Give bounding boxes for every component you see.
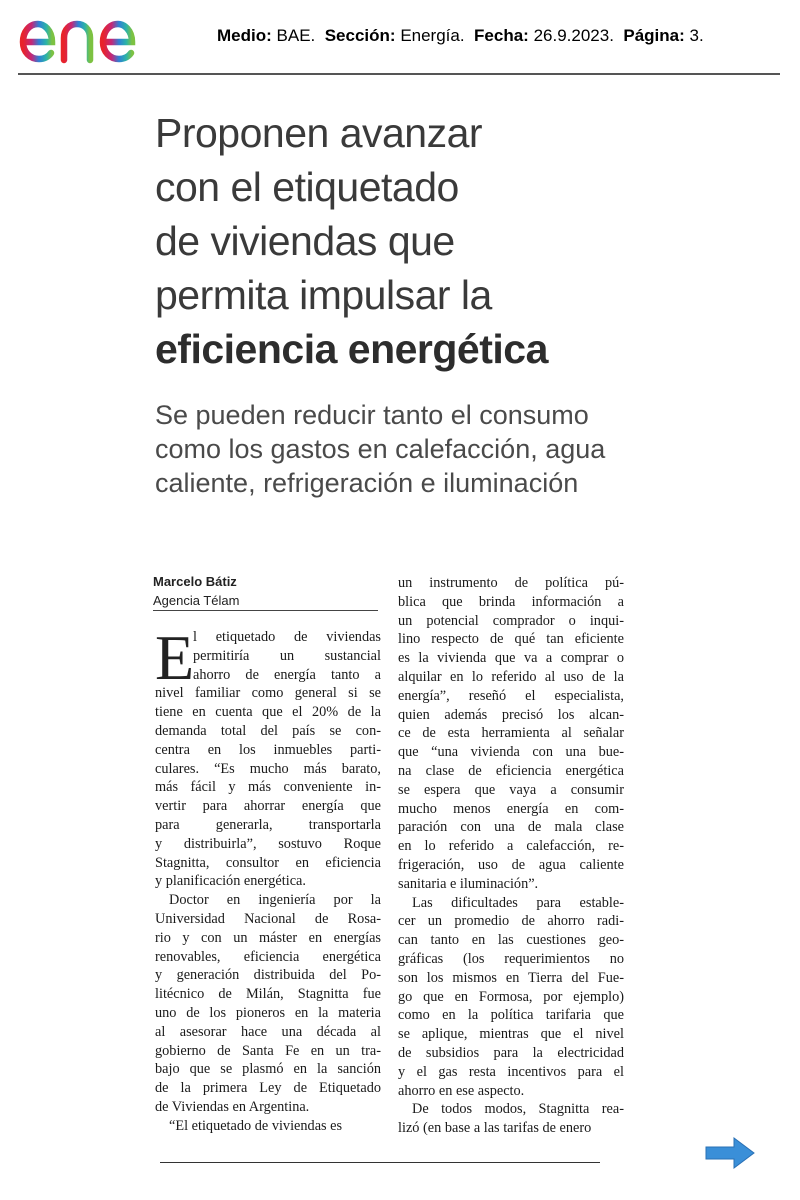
article-line: can tanto en las cuestiones geo- (398, 932, 624, 949)
article-line: na clase de eficiencia energética (398, 762, 624, 779)
article-line: energía”, reseñó el especialista, (398, 687, 624, 704)
article-line: l etiquetado de viviendas (193, 629, 381, 645)
pagina-value: 3. (689, 26, 704, 45)
article-line: demanda total del país se con- (155, 722, 381, 739)
headline-line: permita impulsar la (155, 272, 492, 318)
article-line: lizó (en base a las tarifas de enero (398, 1120, 592, 1137)
article-line: lino respecto de qué tan eficiente (398, 631, 624, 648)
article-line: gráficas (los requerimientos no (398, 950, 624, 967)
article-line: quien además precisó los alcan- (398, 706, 624, 723)
article-line: bajo que se plasmó en la sanción (155, 1061, 381, 1078)
article-line: se aplique, mientras que el nivel (398, 1026, 624, 1043)
subhead-line: como los gastos en calefacción, agua (155, 434, 606, 464)
byline-divider (153, 610, 378, 611)
article-line: Las dificultades para estable- (412, 894, 624, 911)
article-line: gobierno de Santa Fe en un tra- (155, 1042, 381, 1059)
article-column-2 (398, 574, 624, 1138)
article-line: frigeración, uso de agua caliente (398, 856, 624, 873)
article-line: son los mismos en Tierra del Fue- (398, 969, 624, 986)
news-agency: Agencia Télam (153, 593, 240, 608)
article-line: y distribuirla”, sostuvo Roque (155, 835, 381, 852)
enel-logo (18, 8, 183, 68)
article-line: en lo referido a calefacción, re- (398, 838, 624, 855)
subhead-line: caliente, refrigeración e iluminación (155, 468, 579, 498)
headline-line: Proponen avanzar (155, 110, 483, 156)
article-line: y planificación energética. (155, 873, 306, 890)
article-line: rio y con un máster en energías (155, 929, 381, 946)
next-page-arrow-icon[interactable] (704, 1136, 756, 1170)
article-line: Doctor en ingeniería por la (169, 892, 381, 909)
article-line: ce de esta herramienta al señalar (398, 725, 624, 742)
article-line: se espera que vaya a consumir (398, 781, 624, 798)
medio-label: Medio: (217, 26, 272, 45)
article-line: de la primera Ley de Etiquetado (155, 1080, 381, 1097)
article-column-1 (155, 622, 381, 1136)
article-line: sanitaria e iluminación”. (398, 875, 539, 892)
article-line: litécnico de Milán, Stagnitta fue (155, 986, 381, 1003)
article-line: como en la política tarifaria que (398, 1007, 624, 1024)
article-line: ahorro en ese aspecto. (398, 1082, 525, 1099)
article-line: “El etiquetado de viviendas es (169, 1117, 343, 1134)
article-line: blica que brinda información a (398, 593, 624, 610)
article-line: es la vivienda que va a comprar o (398, 650, 624, 667)
article-line: ahorro de energía tanto a (193, 666, 381, 683)
article-line: al asesorar hace una década al (155, 1023, 381, 1040)
pagina-label: Página: (623, 26, 685, 45)
article-line: go que en Formosa, por ejemplo) (398, 988, 624, 1005)
article-headline (155, 106, 655, 376)
article-line: de Viviendas en Argentina. (155, 1098, 310, 1115)
article-line: que “una vivienda con una bue- (398, 744, 624, 761)
article-line: un potencial comprador o inqui- (398, 612, 624, 629)
article-line: para generarla, transportarla (155, 816, 381, 833)
fecha-value: 26.9.2023. (533, 26, 614, 45)
medio-value: BAE. (276, 26, 316, 45)
article-line: cer un promedio de ahorro radi- (398, 913, 624, 930)
article-line: paración con una de mala clase (398, 819, 624, 836)
article-line: más fácil y más conveniente in- (155, 779, 381, 796)
article-line: centra en los inmuebles parti- (155, 741, 381, 758)
article-line: de subsidios para la electricidad (398, 1044, 624, 1061)
article-line: alquilar en lo referido al uso de la (398, 668, 624, 685)
author-name: Marcelo Bátiz (153, 574, 237, 589)
article-line: y generación distribuida del Po- (155, 967, 381, 984)
fecha-label: Fecha: (474, 26, 529, 45)
drop-cap: E (155, 622, 195, 693)
article-line: renovables, eficiencia energética (155, 948, 381, 965)
article-line: uno de los pioneros en la materia (155, 1004, 381, 1021)
seccion-label: Sección: (324, 26, 396, 45)
article-line: Universidad Nacional de Rosa- (155, 910, 381, 927)
article-line: un instrumento de política pú- (398, 575, 624, 591)
article-line: culares. “Es mucho más barato, (155, 760, 381, 777)
article-subheadline (155, 398, 645, 500)
footer-divider (160, 1162, 600, 1163)
article-line: De todos modos, Stagnitta rea- (412, 1101, 624, 1118)
article-line: Stagnitta, consultor en eficiencia (155, 854, 381, 871)
article-line: y el gas resta incentivos para el (398, 1063, 624, 1080)
article-line: nivel familiar como general si se (155, 685, 381, 702)
headline-bold-line: eficiencia energética (155, 326, 548, 372)
article-line: tiene en cuenta que el 20% de la (155, 704, 381, 721)
article-line: permitiría un sustancial (193, 647, 381, 664)
article-line: vertir para ahorrar energía que (155, 798, 381, 815)
seccion-value: Energía. (400, 26, 465, 45)
headline-line: con el etiquetado (155, 164, 459, 210)
headline-line: de viviendas que (155, 218, 455, 264)
press-metadata (217, 26, 704, 46)
header-divider (18, 73, 780, 75)
subhead-line: Se pueden reducir tanto el consumo (155, 400, 589, 430)
article-line: mucho menos energía en com- (398, 800, 624, 817)
